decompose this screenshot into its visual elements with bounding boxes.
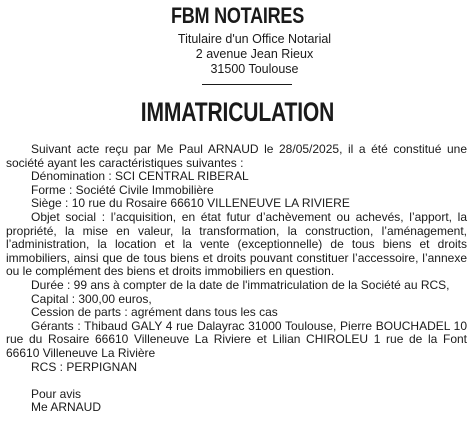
siege-line: Siège : 10 rue du Rosaire 66610 VILLENEUVE LA RIVIERE — [31, 196, 350, 211]
signature-line: Me ARNAUD — [31, 400, 102, 415]
divider — [202, 84, 292, 85]
office-name: FBM NOTAIRES — [170, 3, 305, 28]
notice-body — [6, 143, 469, 415]
forme-line: Forme : Société Civile Immobilière — [31, 182, 214, 197]
pour-avis-line: Pour avis — [31, 386, 82, 401]
office-address-block — [6, 32, 469, 77]
notice-title: IMMATRICULATION — [140, 97, 335, 127]
legal-notice — [6, 3, 469, 415]
denomination-line: Dénomination : SCI CENTRAL RIBERAL — [31, 169, 249, 184]
gerants-paragraph: Gérants : Thibaud GALY 4 rue Dalayrac 31000 Toulouse, Pierre BOUCHADEL 10 rue du Rosaire 66610 Villeneuve La Riviere et Lilian CHIROLEU 1 rue de la Font 66610 Villeneuve La Rivière — [6, 318, 467, 360]
capital-line: Capital : 300,00 euros, — [31, 291, 152, 306]
rcs-line: RCS : PERPIGNAN — [31, 359, 138, 374]
duree-line: Durée : 99 ans à compter de la date de l'immatriculation de la Société au RCS, — [31, 277, 450, 292]
office-title-line: Titulaire d'un Office Notarial — [177, 32, 332, 46]
spacer — [6, 374, 467, 388]
intro-paragraph: Suivant acte reçu par Me Paul ARNAUD le 28/05/2025, il a été constitué une société ayant les caractéristiques suivantes : — [6, 142, 467, 170]
office-city-line: 31500 Toulouse — [210, 62, 299, 76]
objet-paragraph: Objet social : l’acquisition, en état futur d’achèvement ou achevés, l’apport, la propriété, la mise en valeur, la transformation, la construction, l’aménagement, l’administration, la location et la vente (exceptionnelle) de tous biens et droits immobiliers, ainsi que de tous biens et droits pouvant constituer l’accessoire, l’annexe ou le complément des biens et droits immobiliers en question. — [6, 209, 467, 279]
office-street-line: 2 avenue Jean Rieux — [195, 47, 314, 61]
cession-line: Cession de parts : agrément dans tous les cas — [31, 305, 278, 320]
